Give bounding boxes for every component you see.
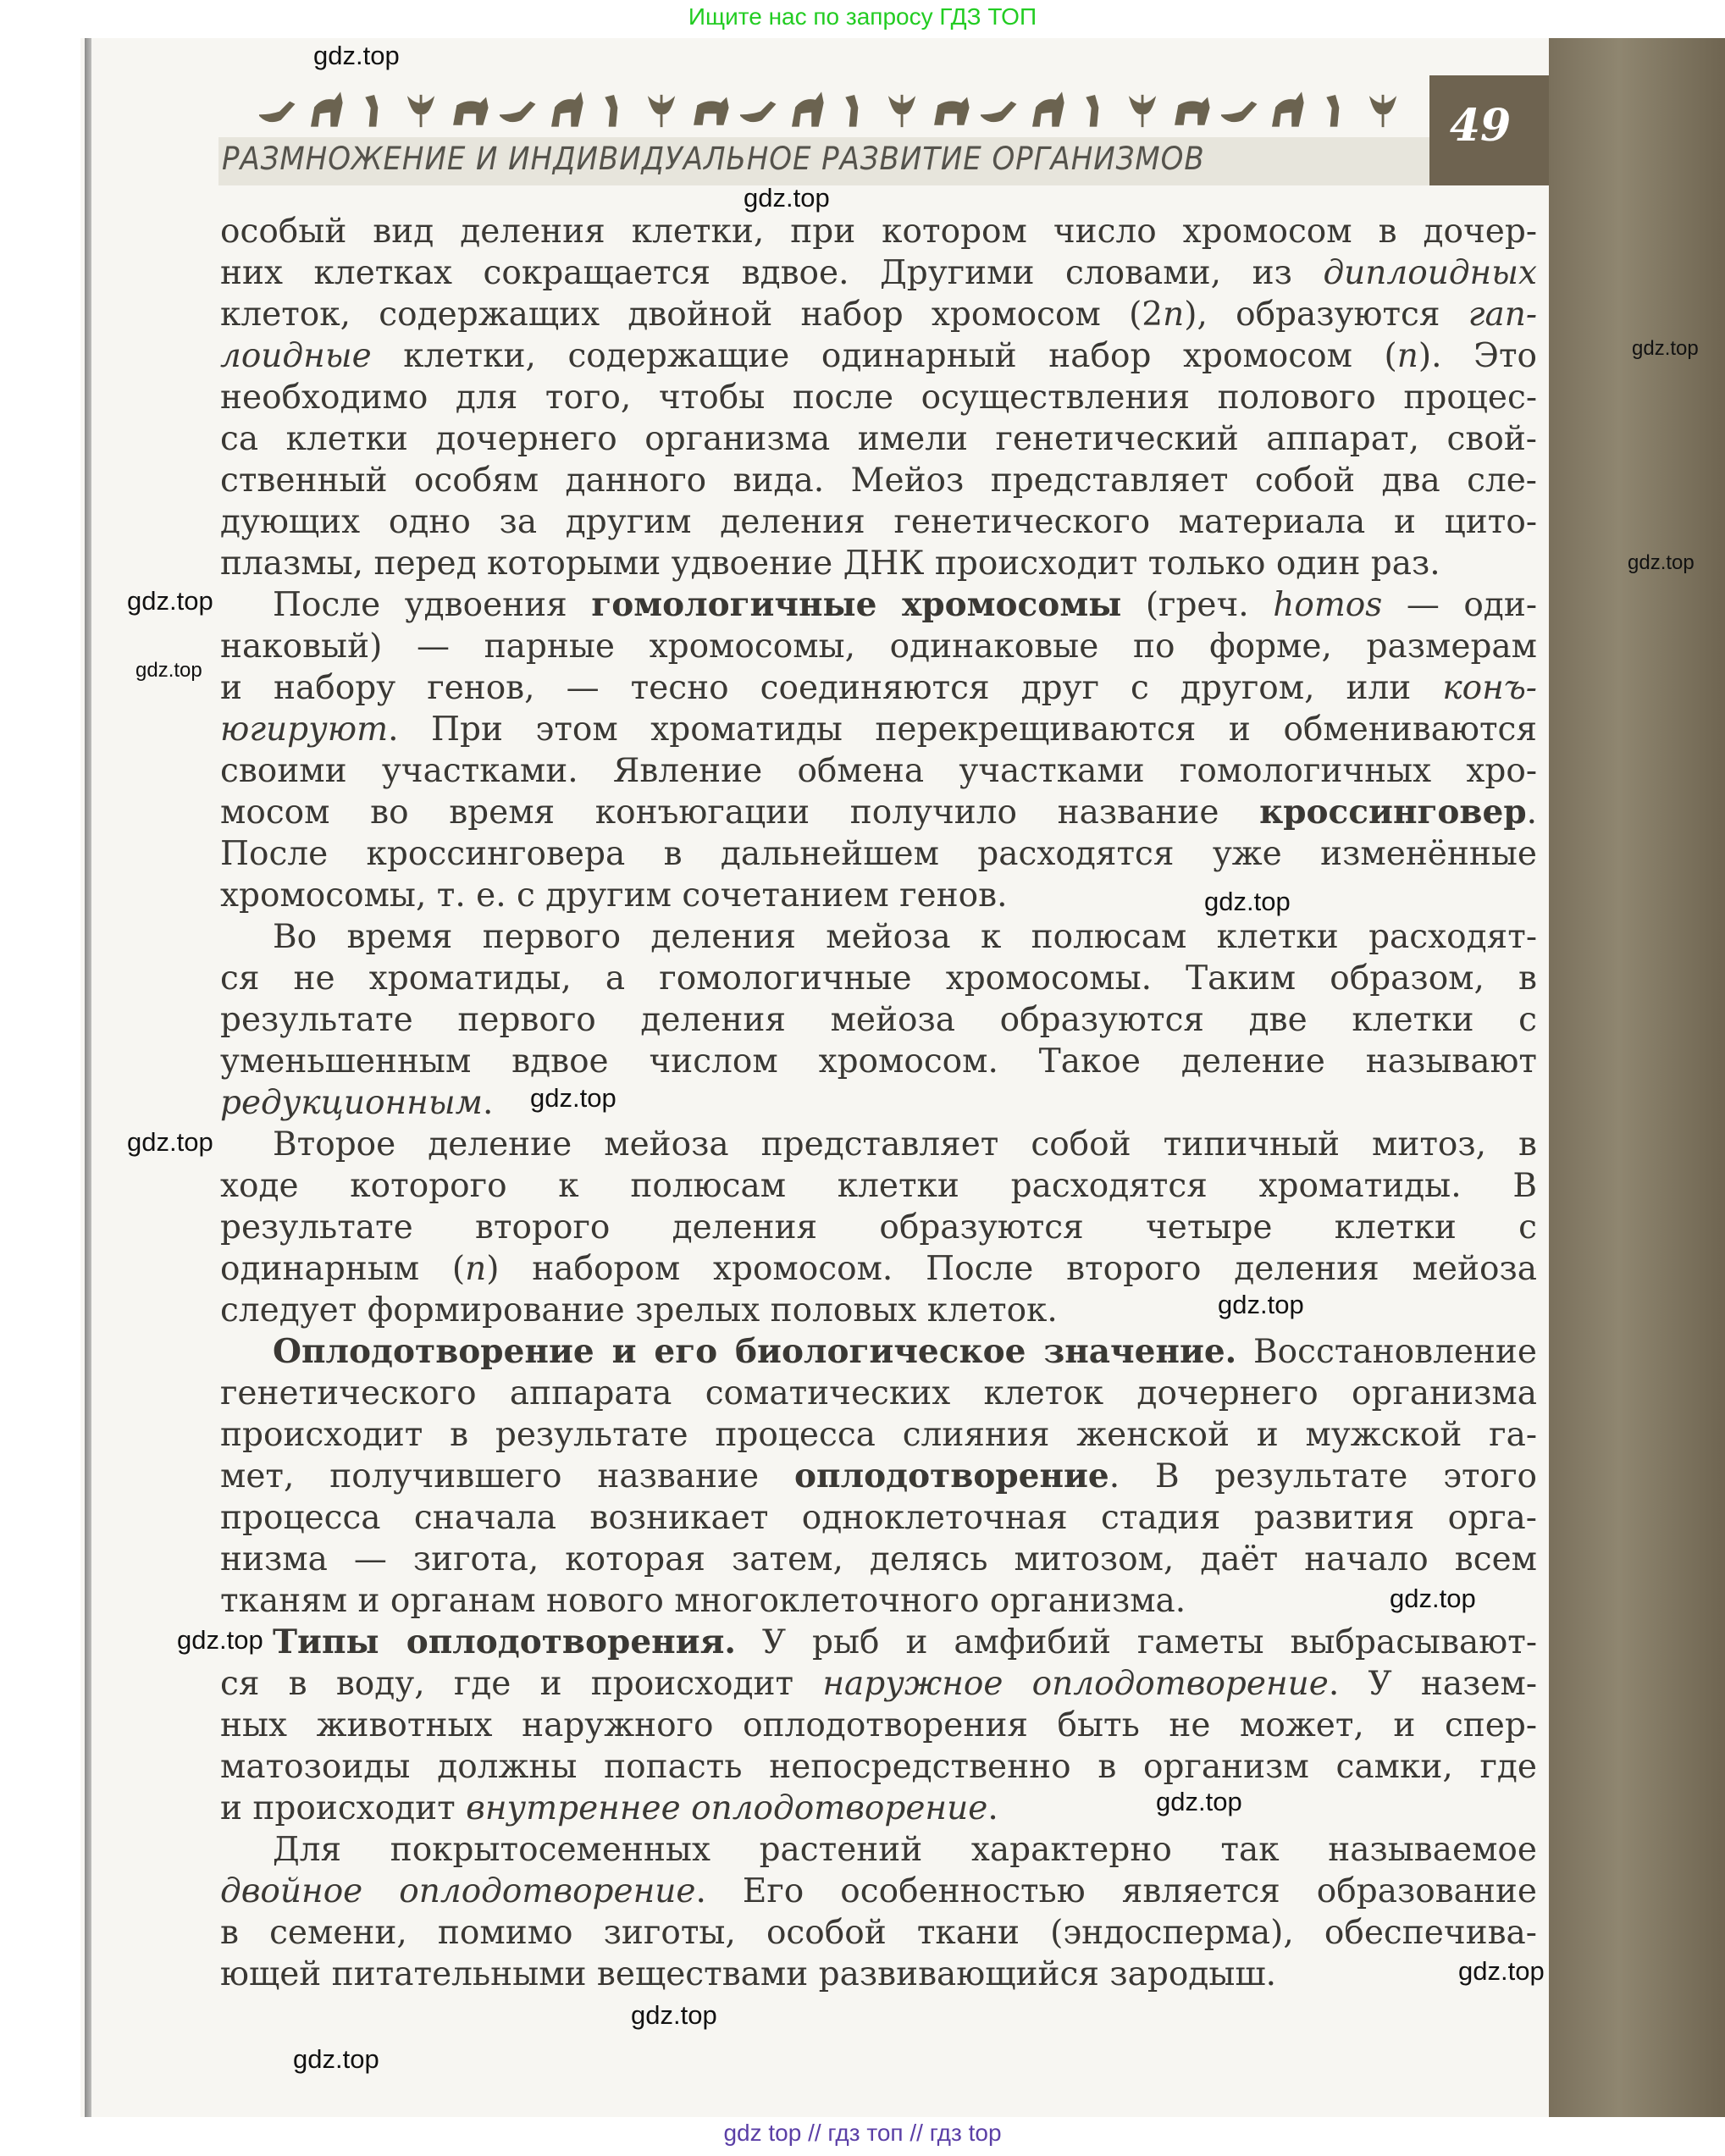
chapter-title: РАЗМНОЖЕНИЕ И ИНДИВИДУАЛЬНОЕ РАЗВИТИЕ ОРГАНИЗМОВ — [222, 141, 1205, 177]
animal-silhouette-icon — [259, 91, 296, 129]
text-line — [220, 460, 1537, 501]
text-segment: са клетки дочернего организма имели генетический аппарат, свой- — [220, 420, 1537, 458]
italic-term: наружное оплодотворение — [822, 1665, 1329, 1703]
animal-silhouette-icon — [1221, 91, 1258, 129]
watermark: gdz.top — [135, 659, 202, 682]
text-segment: Восстановление — [1236, 1333, 1537, 1371]
watermark: gdz.top — [1628, 551, 1695, 574]
text-segment: клеток, содержащих двойной набор хромосом (2 — [220, 296, 1164, 334]
text-segment: У рыб и амфибий гаметы выбрасывают- — [736, 1623, 1537, 1661]
italic-term: диплоидных — [1323, 254, 1537, 292]
animal-silhouette-icon — [307, 91, 345, 129]
body-text — [220, 211, 1537, 1995]
bold-term: Оплодотворение и его биологическое значение. — [273, 1332, 1237, 1371]
text-segment: ) набором хромосом. После второго деления мейоза — [486, 1250, 1537, 1288]
animal-silhouette-icon — [356, 91, 393, 129]
text-segment: . При этом хроматиды перекрещиваются и обмениваются — [388, 710, 1537, 749]
page-binding-edge — [85, 38, 91, 2117]
text-line — [220, 1373, 1537, 1414]
text-segment: После удвоения — [273, 586, 592, 624]
text-segment: Второе деление мейоза представляет собой типичный митоз, в — [273, 1125, 1537, 1164]
animal-silhouette-icon — [740, 91, 777, 129]
text-segment: наковый) — парные хромосомы, одинаковые по форме, размерам — [220, 627, 1537, 666]
text-segment: необходимо для того, чтобы после осуществления полового процес- — [220, 379, 1537, 417]
text-segment: происходит в результате процесса слияния женской и мужской га- — [220, 1416, 1537, 1454]
text-segment: ся в воду, где и происходит — [220, 1665, 823, 1703]
text-line — [220, 1414, 1537, 1456]
text-segment: мет, получившего название — [220, 1457, 795, 1495]
watermark: gdz.top — [313, 41, 400, 70]
italic-term: лоидные — [220, 337, 372, 375]
text-line — [220, 252, 1537, 294]
text-line — [220, 833, 1537, 875]
text-segment: . В результате этого — [1109, 1457, 1537, 1495]
bold-term: гомологичные хромосомы — [591, 585, 1122, 624]
italic-term: гап- — [1468, 296, 1537, 334]
italic-term: n — [1396, 337, 1418, 375]
text-line — [220, 1165, 1537, 1207]
text-segment: них клетках сокращается вдвое. Другими словами, из — [220, 254, 1324, 292]
text-line — [220, 1663, 1537, 1705]
italic-term: n — [465, 1250, 487, 1288]
text-segment: . — [987, 1789, 998, 1827]
watermark: gdz.top — [1218, 1290, 1304, 1319]
bold-term: оплодотворение — [794, 1457, 1109, 1495]
animal-silhouette-icon — [403, 91, 440, 129]
watermark: gdz.top — [1458, 1956, 1545, 1986]
animal-silhouette-icon — [1317, 91, 1354, 129]
watermark: gdz.top — [1632, 337, 1699, 360]
italic-term: двойное оплодотворение — [220, 1872, 696, 1910]
text-segment: процесса сначала возникает одноклеточная стадия развития орга- — [220, 1499, 1537, 1537]
italic-term: конъ- — [1442, 669, 1537, 707]
watermark: gdz.top — [127, 586, 213, 616]
watermark: gdz.top — [1156, 1787, 1242, 1816]
text-line — [220, 1871, 1537, 1912]
animal-silhouette-icon — [1269, 91, 1306, 129]
text-line — [220, 1746, 1537, 1788]
watermark: gdz.top — [1204, 887, 1291, 916]
animal-silhouette-icon — [500, 91, 537, 129]
text-segment: ), образуются — [1184, 296, 1468, 334]
text-line — [273, 1124, 1537, 1165]
animal-silhouette-icon — [548, 91, 585, 129]
animal-silhouette-icon — [932, 91, 970, 129]
top-banner: Ищите нас по запросу ГДЗ ТОП — [688, 3, 1037, 30]
text-line — [220, 1788, 1537, 1829]
animal-silhouette-icon — [1173, 91, 1210, 129]
text-line — [220, 1705, 1537, 1746]
animal-silhouette-icon — [884, 91, 921, 129]
text-line — [273, 584, 1537, 626]
text-line — [220, 211, 1537, 252]
animal-silhouettes-row — [259, 83, 1402, 129]
animal-silhouette-icon — [788, 91, 826, 129]
text-segment: одинарным ( — [220, 1250, 466, 1288]
text-line — [220, 999, 1537, 1041]
text-segment: ся не хроматиды, а гомологичные хромосомы. Таким образом, в — [220, 959, 1537, 998]
bold-term: Типы оплодотворения. — [273, 1623, 736, 1661]
bold-term: кроссинговер — [1259, 793, 1527, 832]
text-line — [220, 377, 1537, 418]
text-segment: ходе которого к полюсам клетки расходятся хроматиды. В — [220, 1167, 1537, 1205]
text-line — [220, 543, 1537, 584]
text-segment: Для покрытосеменных растений характерно так называемое — [273, 1831, 1537, 1869]
text-line — [220, 750, 1537, 792]
text-segment: ющей питательными веществами развивающийся зародыш. — [220, 1955, 1277, 1993]
page-number: 49 — [1449, 100, 1512, 152]
italic-term: югируют — [220, 710, 389, 749]
text-segment: своими участками. Явление обмена участками гомологичных хро- — [220, 752, 1537, 790]
animal-silhouette-icon — [1365, 91, 1402, 129]
text-line — [220, 958, 1537, 999]
text-segment: клетки, содержащие одинарный набор хромосом ( — [371, 337, 1397, 375]
text-segment: ных животных наружного оплодотворения быть не может, и спер- — [220, 1706, 1537, 1744]
text-segment: . У назем- — [1328, 1665, 1537, 1703]
bottom-banner: gdz top // гдз топ // гдз top — [723, 2120, 1002, 2146]
text-segment: низма — зигота, которая затем, делясь митозом, даёт начало всем — [220, 1540, 1537, 1578]
animal-silhouette-icon — [595, 91, 633, 129]
text-line — [220, 1580, 1537, 1622]
text-segment: Во время первого деления мейоза к полюсам клетки расходят- — [273, 918, 1537, 956]
text-segment: уменьшенным вдвое числом хромосом. Такое деление называют — [220, 1042, 1537, 1081]
text-line — [220, 501, 1537, 543]
text-line — [273, 916, 1537, 958]
animal-silhouette-icon — [981, 91, 1018, 129]
watermark: gdz.top — [530, 1083, 616, 1113]
text-segment: ственный особям данного вида. Мейоз представляет собой два сле- — [220, 462, 1537, 500]
text-line — [220, 1248, 1537, 1290]
text-segment: следует формирование зрелых половых клеток. — [220, 1291, 1058, 1330]
text-line — [220, 1207, 1537, 1248]
animal-silhouette-icon — [644, 91, 681, 129]
watermark: gdz.top — [127, 1127, 213, 1157]
text-segment: и набору генов, — тесно соединяются друг с другом, или — [220, 669, 1443, 707]
text-line — [220, 335, 1537, 377]
text-segment: мосом во время конъюгации получило название — [220, 793, 1260, 832]
text-segment: После кроссинговера в дальнейшем расходятся уже изменённые — [220, 835, 1537, 873]
text-segment: . — [482, 1084, 494, 1122]
animal-silhouette-icon — [1076, 91, 1114, 129]
animal-silhouette-icon — [451, 91, 489, 129]
text-segment: (греч. — [1121, 586, 1274, 624]
text-line — [273, 1622, 1537, 1663]
text-segment: тканям и органам нового многоклеточного организма. — [220, 1582, 1186, 1620]
text-line — [220, 1082, 1537, 1124]
text-segment: ). Это — [1418, 337, 1538, 375]
text-line — [220, 1497, 1537, 1539]
italic-term: редукционным — [220, 1084, 483, 1122]
animal-silhouette-icon — [692, 91, 729, 129]
text-line — [220, 294, 1537, 335]
text-segment: плазмы, перед которыми удвоение ДНК происходит только один раз. — [220, 545, 1440, 583]
text-line — [220, 626, 1537, 667]
text-line — [273, 1331, 1537, 1373]
watermark: gdz.top — [631, 2000, 717, 2030]
text-line — [220, 1539, 1537, 1580]
animal-silhouette-icon — [836, 91, 873, 129]
watermark: gdz.top — [1390, 1584, 1476, 1613]
text-segment: . — [1526, 793, 1537, 832]
text-segment: в семени, помимо зиготы, особой ткани (эндосперма), обеспечива- — [220, 1914, 1537, 1952]
text-segment: результате второго деления образуются четыре клетки с — [220, 1208, 1537, 1247]
text-segment: . Его особенностью является образование — [695, 1872, 1537, 1910]
text-line — [220, 667, 1537, 709]
italic-term: внутреннее оплодотворение — [466, 1789, 988, 1827]
text-line — [220, 1912, 1537, 1954]
text-line — [220, 1954, 1537, 1995]
text-line — [273, 1829, 1537, 1871]
italic-term: homos — [1273, 586, 1383, 624]
text-segment: особый вид деления клетки, при котором число хромосом в дочер- — [220, 213, 1537, 251]
text-line — [220, 1290, 1537, 1331]
text-segment: генетического аппарата соматических клеток дочернего организма — [220, 1374, 1537, 1412]
italic-term: n — [1163, 296, 1185, 334]
text-segment: — оди- — [1382, 586, 1537, 624]
watermark: gdz.top — [293, 2044, 379, 2074]
text-line — [220, 709, 1537, 750]
watermark: gdz.top — [177, 1625, 263, 1655]
text-segment: хромосомы, т. е. с другим сочетанием генов. — [220, 876, 1008, 915]
text-line — [220, 875, 1537, 916]
text-line — [220, 792, 1537, 833]
text-segment: и происходит — [220, 1789, 467, 1827]
text-line — [220, 1456, 1537, 1497]
text-segment: матозоиды должны попасть непосредственно в организм самки, где — [220, 1748, 1537, 1786]
text-line — [220, 418, 1537, 460]
text-segment: дующих одно за другим деления генетического материала и цито- — [220, 503, 1537, 541]
text-segment: результате первого деления мейоза образуются две клетки с — [220, 1001, 1537, 1039]
animal-silhouette-icon — [1029, 91, 1066, 129]
watermark: gdz.top — [744, 183, 830, 213]
animal-silhouette-icon — [1125, 91, 1162, 129]
text-line — [220, 1041, 1537, 1082]
